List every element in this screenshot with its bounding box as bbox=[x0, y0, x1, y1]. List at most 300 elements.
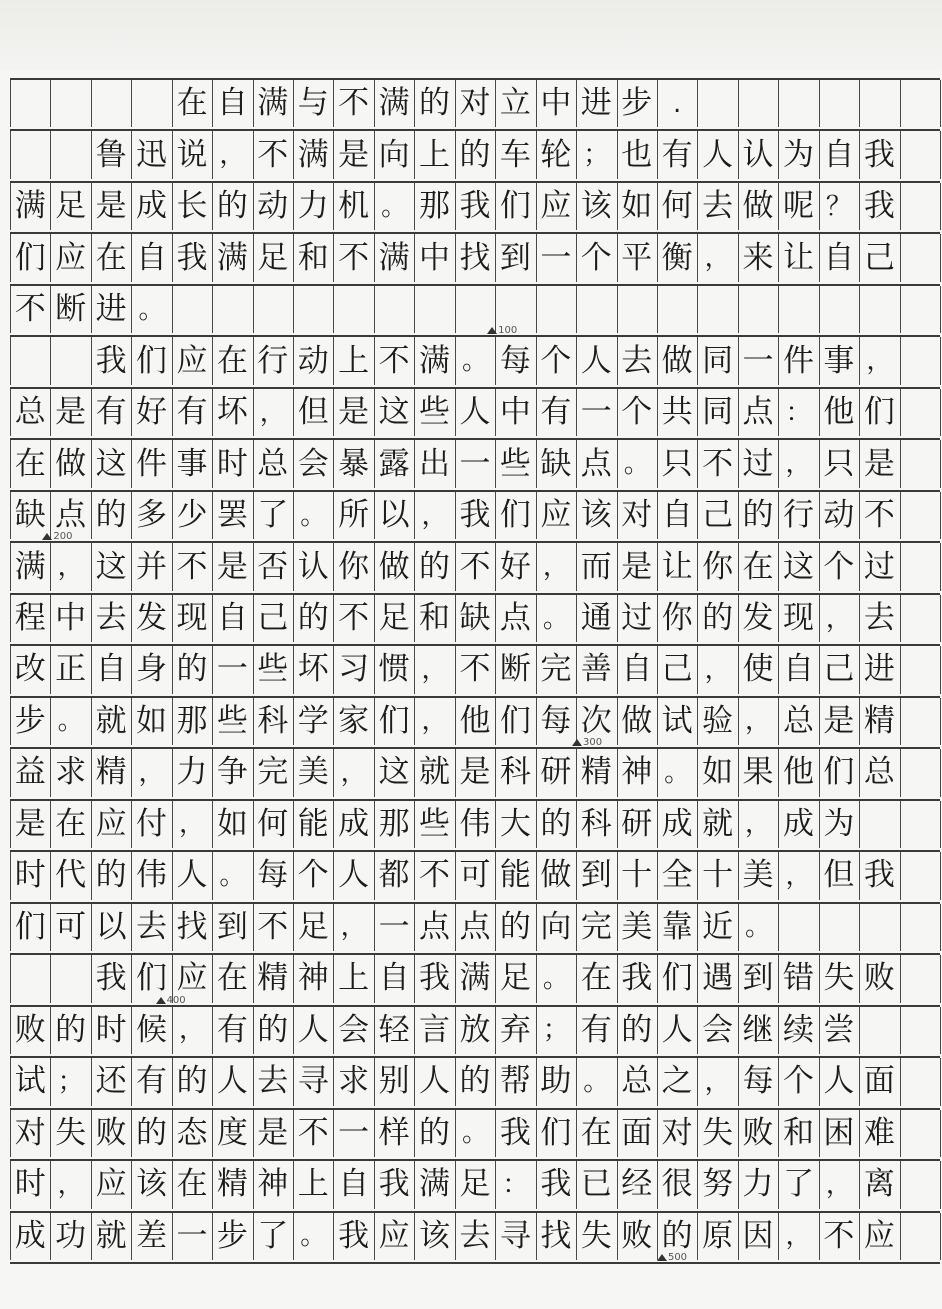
essay-char: 时 bbox=[14, 1166, 46, 1203]
essay-char: 放 bbox=[459, 1011, 491, 1048]
essay-char: 身 bbox=[136, 651, 167, 688]
essay-char: 出 bbox=[419, 445, 451, 482]
essay-char: 对 bbox=[14, 1114, 46, 1151]
essay-line bbox=[10, 182, 940, 231]
essay-char: 。 bbox=[664, 757, 691, 788]
essay-char: 成 bbox=[661, 805, 693, 842]
essay-char: 就 bbox=[95, 702, 127, 739]
essay-char: 人 bbox=[823, 1063, 855, 1100]
essay-char: 己 bbox=[661, 651, 693, 688]
essay-char: 。 bbox=[57, 706, 84, 737]
essay-char: 努 bbox=[702, 1166, 734, 1203]
essay-char: 家 bbox=[338, 702, 370, 739]
essay-line bbox=[10, 954, 940, 1003]
essay-char: 满 bbox=[419, 1166, 451, 1203]
essay-char: 找 bbox=[176, 908, 208, 945]
essay-char: 我 bbox=[95, 342, 127, 379]
essay-char: 的 bbox=[499, 908, 531, 945]
essay-char: 就 bbox=[95, 1217, 127, 1254]
essay-char: 去 bbox=[621, 342, 653, 379]
essay-char: 是 bbox=[14, 805, 46, 842]
essay-char: 善 bbox=[580, 651, 612, 688]
essay-char: ， bbox=[340, 912, 367, 943]
essay-char: 我 bbox=[378, 1166, 410, 1203]
essay-char: 只 bbox=[823, 445, 855, 482]
essay-char: 总 bbox=[782, 702, 814, 739]
essay-char: 。 bbox=[583, 1066, 610, 1097]
essay-char: 困 bbox=[823, 1114, 855, 1151]
essay-char: 的 bbox=[136, 1114, 167, 1151]
essay-char: 自 bbox=[95, 651, 127, 688]
essay-char: 何 bbox=[257, 805, 289, 842]
essay-char: 他 bbox=[823, 394, 855, 431]
essay-char: 科 bbox=[257, 702, 289, 739]
essay-char: 可 bbox=[459, 857, 491, 894]
essay-char: 去 bbox=[257, 1063, 289, 1100]
essay-char: 不 bbox=[297, 1114, 329, 1151]
essay-line bbox=[10, 594, 940, 643]
essay-char: 代 bbox=[55, 857, 87, 894]
essay-char: 近 bbox=[702, 908, 734, 945]
essay-line bbox=[10, 903, 940, 952]
essay-char: 足 bbox=[459, 1166, 491, 1203]
essay-char: 去 bbox=[459, 1217, 491, 1254]
essay-char: 他 bbox=[459, 702, 491, 739]
essay-char: 在 bbox=[216, 960, 248, 997]
essay-char: 中 bbox=[55, 600, 87, 637]
essay-char: 自 bbox=[136, 239, 167, 276]
essay-char: 求 bbox=[55, 754, 87, 791]
essay-char: 大 bbox=[499, 805, 531, 842]
essay-char bbox=[10, 336, 50, 385]
essay-char: 对 bbox=[459, 85, 491, 122]
essay-char: 满 bbox=[419, 342, 451, 379]
essay-char: 也 bbox=[621, 136, 653, 173]
essay-char: 的 bbox=[540, 805, 572, 842]
essay-char: 每 bbox=[499, 342, 531, 379]
essay-char: 做 bbox=[621, 702, 653, 739]
essay-char: 。 bbox=[542, 603, 569, 634]
essay-char: 。 bbox=[542, 963, 569, 994]
essay-char: 找 bbox=[459, 239, 491, 276]
essay-char: 败 bbox=[14, 1011, 46, 1048]
essay-char: 步 bbox=[216, 1217, 248, 1254]
essay-char: 成 bbox=[14, 1217, 46, 1254]
essay-char: 认 bbox=[742, 136, 774, 173]
essay-char: 。 bbox=[461, 1118, 488, 1149]
essay-char: 点 bbox=[419, 908, 451, 945]
essay-char: 让 bbox=[782, 239, 814, 276]
essay-char: 在 bbox=[55, 805, 87, 842]
essay-char: 现 bbox=[176, 600, 208, 637]
essay-char: 研 bbox=[540, 754, 572, 791]
essay-char: 的 bbox=[176, 1063, 208, 1100]
essay-char: 说 bbox=[176, 136, 208, 173]
count-marker-label: 200 bbox=[53, 531, 73, 543]
essay-char: 上 bbox=[338, 960, 370, 997]
essay-char: 自 bbox=[338, 1166, 370, 1203]
essay-char: 益 bbox=[14, 754, 46, 791]
essay-char: 缺 bbox=[459, 600, 491, 637]
essay-line bbox=[10, 1006, 940, 1055]
essay-char: 事 bbox=[823, 342, 855, 379]
essay-char: 有 bbox=[540, 394, 572, 431]
count-marker-label: 500 bbox=[667, 1252, 688, 1263]
essay-char: 的 bbox=[459, 136, 491, 173]
triangle-icon bbox=[42, 533, 52, 540]
grid-cell-line bbox=[940, 183, 941, 230]
triangle-icon bbox=[487, 327, 497, 334]
essay-char: 该 bbox=[580, 188, 612, 225]
essay-char: 面 bbox=[863, 1063, 895, 1100]
essay-char: 个 bbox=[540, 342, 572, 379]
essay-char: ； bbox=[542, 1015, 569, 1046]
essay-char: ， bbox=[57, 552, 84, 583]
essay-line bbox=[10, 1109, 940, 1158]
essay-char: 人 bbox=[419, 1063, 451, 1100]
essay-char: 人 bbox=[216, 1063, 248, 1100]
essay-line bbox=[10, 79, 940, 128]
essay-char: 中 bbox=[419, 239, 451, 276]
essay-char: 们 bbox=[540, 1114, 572, 1151]
essay-char: 为 bbox=[782, 136, 814, 173]
essay-char: 你 bbox=[702, 548, 734, 585]
essay-char: ， bbox=[785, 449, 812, 480]
essay-char: 就 bbox=[702, 805, 734, 842]
essay-char: 过 bbox=[742, 445, 774, 482]
essay-char: 平 bbox=[621, 239, 653, 276]
essay-char: 人 bbox=[580, 342, 612, 379]
essay-char: 神 bbox=[257, 1166, 289, 1203]
essay-char bbox=[50, 954, 90, 1003]
essay-char: 人 bbox=[661, 1011, 693, 1048]
essay-char: 我 bbox=[176, 239, 208, 276]
essay-char: 次 bbox=[580, 702, 612, 739]
essay-char: ？ bbox=[825, 191, 852, 222]
essay-char: 的 bbox=[95, 857, 127, 894]
grid-cell-line bbox=[940, 492, 941, 539]
essay-char: 动 bbox=[823, 497, 855, 534]
essay-char: 自 bbox=[661, 497, 693, 534]
essay-char: 差 bbox=[136, 1217, 167, 1254]
essay-char: 言 bbox=[419, 1011, 451, 1048]
essay-char: 步 bbox=[14, 702, 46, 739]
essay-char: 如 bbox=[136, 702, 167, 739]
essay-char: 那 bbox=[176, 702, 208, 739]
essay-char: 但 bbox=[297, 394, 329, 431]
essay-char: 有 bbox=[136, 1063, 167, 1100]
essay-char: 该 bbox=[580, 497, 612, 534]
essay-char: 尝 bbox=[823, 1011, 855, 1048]
essay-char: 验 bbox=[702, 702, 734, 739]
essay-char: 一 bbox=[540, 239, 572, 276]
essay-char: 去 bbox=[702, 188, 734, 225]
essay-char: 进 bbox=[95, 291, 127, 328]
essay-char: 会 bbox=[297, 445, 329, 482]
essay-char: 对 bbox=[621, 497, 653, 534]
essay-char: 我 bbox=[459, 497, 491, 534]
essay-char: ： bbox=[502, 1169, 529, 1200]
essay-char: 些 bbox=[216, 702, 248, 739]
grid-cell-line bbox=[940, 131, 941, 178]
essay-char: 应 bbox=[95, 805, 127, 842]
essay-char: 们 bbox=[823, 754, 855, 791]
essay-char: 们 bbox=[136, 342, 167, 379]
essay-char: 中 bbox=[540, 85, 572, 122]
essay-char: 。 bbox=[300, 1221, 327, 1252]
essay-char: 美 bbox=[297, 754, 329, 791]
essay-char: 完 bbox=[580, 908, 612, 945]
count-marker-label: 100 bbox=[498, 325, 518, 337]
essay-char: 美 bbox=[621, 908, 653, 945]
essay-char: 你 bbox=[338, 548, 370, 585]
essay-char: 是 bbox=[257, 1114, 289, 1151]
essay-char: 上 bbox=[297, 1166, 329, 1203]
essay-char: 是 bbox=[95, 188, 127, 225]
triangle-icon bbox=[156, 997, 166, 1004]
essay-char: 足 bbox=[378, 600, 410, 637]
essay-char: 件 bbox=[136, 445, 167, 482]
essay-char: 有 bbox=[95, 394, 127, 431]
essay-char: 们 bbox=[136, 960, 167, 997]
essay-char: ， bbox=[704, 243, 731, 274]
grid-cell-line bbox=[940, 286, 941, 333]
essay-char: 总 bbox=[621, 1063, 653, 1100]
essay-char: 是 bbox=[863, 445, 895, 482]
essay-char: 是 bbox=[823, 702, 855, 739]
essay-char: 不 bbox=[823, 1217, 855, 1254]
essay-char: 在 bbox=[580, 1114, 612, 1151]
essay-char: 自 bbox=[621, 651, 653, 688]
essay-char: 人 bbox=[176, 857, 208, 894]
essay-char: ， bbox=[421, 500, 448, 531]
essay-char: 点 bbox=[55, 497, 87, 534]
essay-char: 在 bbox=[176, 85, 208, 122]
essay-char: 满 bbox=[378, 239, 410, 276]
essay-char: 人 bbox=[459, 394, 491, 431]
essay-char: 你 bbox=[661, 600, 693, 637]
count-marker bbox=[42, 532, 72, 542]
essay-char: 每 bbox=[742, 1063, 774, 1100]
essay-char: 应 bbox=[540, 497, 572, 534]
essay-char: 来 bbox=[742, 239, 774, 276]
essay-char: 应 bbox=[540, 188, 572, 225]
essay-char: 步 bbox=[621, 85, 653, 122]
essay-line bbox=[10, 439, 940, 488]
essay-char: 个 bbox=[297, 857, 329, 894]
essay-char: 会 bbox=[702, 1011, 734, 1048]
essay-char: 度 bbox=[216, 1114, 248, 1151]
essay-char: 应 bbox=[378, 1217, 410, 1254]
essay-char: 们 bbox=[499, 188, 531, 225]
essay-char: 不 bbox=[702, 445, 734, 482]
essay-char: ， bbox=[785, 1221, 812, 1252]
essay-char: ， bbox=[745, 706, 772, 737]
essay-char: 呢 bbox=[782, 188, 814, 225]
essay-char: 好 bbox=[136, 394, 167, 431]
essay-char: ， bbox=[178, 809, 205, 840]
essay-char: 原 bbox=[702, 1217, 734, 1254]
essay-char: 缺 bbox=[14, 497, 46, 534]
essay-char: 研 bbox=[621, 805, 653, 842]
essay-char: 那 bbox=[378, 805, 410, 842]
essay-char: 己 bbox=[702, 497, 734, 534]
essay-char: 行 bbox=[782, 497, 814, 534]
essay-char: 满 bbox=[257, 85, 289, 122]
essay-char: 失 bbox=[55, 1114, 87, 1151]
essay-char: 精 bbox=[216, 1166, 248, 1203]
essay-char: 了 bbox=[782, 1166, 814, 1203]
essay-char: 就 bbox=[419, 754, 451, 791]
essay-char: 所 bbox=[338, 497, 370, 534]
essay-char: 足 bbox=[499, 960, 531, 997]
essay-char: 。 bbox=[300, 500, 327, 531]
essay-char: 人 bbox=[297, 1011, 329, 1048]
essay-char: 好 bbox=[499, 548, 531, 585]
essay-char: 一 bbox=[216, 651, 248, 688]
essay-char: 我 bbox=[540, 1166, 572, 1203]
essay-char: 在 bbox=[176, 1166, 208, 1203]
essay-char: 如 bbox=[216, 805, 248, 842]
essay-char: 满 bbox=[14, 188, 46, 225]
essay-char: 点 bbox=[459, 908, 491, 945]
essay-char: 在 bbox=[95, 239, 127, 276]
essay-char: 满 bbox=[14, 548, 46, 585]
essay-char: 能 bbox=[499, 857, 531, 894]
essay-line bbox=[10, 388, 940, 437]
essay-char: 足 bbox=[55, 188, 87, 225]
essay-char: 的 bbox=[702, 600, 734, 637]
essay-char: 帮 bbox=[499, 1063, 531, 1100]
essay-char: 以 bbox=[378, 497, 410, 534]
essay-char: 不 bbox=[257, 908, 289, 945]
essay-char: 一 bbox=[378, 908, 410, 945]
essay-char: ， bbox=[785, 860, 812, 891]
essay-char: 成 bbox=[136, 188, 167, 225]
essay-char: 暴 bbox=[338, 445, 370, 482]
essay-char: 每 bbox=[540, 702, 572, 739]
essay-char: 的 bbox=[297, 600, 329, 637]
essay-char: 进 bbox=[863, 651, 895, 688]
essay-char: 。 bbox=[381, 191, 408, 222]
essay-char: ， bbox=[421, 706, 448, 737]
essay-char: 果 bbox=[742, 754, 774, 791]
essay-char: 这 bbox=[378, 754, 410, 791]
essay-line bbox=[10, 336, 940, 385]
essay-char: 满 bbox=[378, 85, 410, 122]
essay-char bbox=[10, 954, 50, 1003]
essay-char: 如 bbox=[621, 188, 653, 225]
essay-char: 人 bbox=[702, 136, 734, 173]
essay-char: 上 bbox=[338, 342, 370, 379]
essay-char: 长 bbox=[176, 188, 208, 225]
essay-char: ， bbox=[138, 757, 165, 788]
count-marker bbox=[572, 738, 602, 748]
grid-cell-line bbox=[940, 337, 941, 384]
essay-char: 自 bbox=[378, 960, 410, 997]
essay-char: ， bbox=[704, 1066, 731, 1097]
essay-char: 点 bbox=[742, 394, 774, 431]
essay-char: 成 bbox=[338, 805, 370, 842]
essay-char: 使 bbox=[742, 651, 774, 688]
essay-char bbox=[10, 79, 50, 128]
essay-char: 点 bbox=[580, 445, 612, 482]
essay-char: 离 bbox=[863, 1166, 895, 1203]
essay-char: 之 bbox=[661, 1063, 693, 1100]
grid-cell-line bbox=[940, 698, 941, 745]
essay-line bbox=[10, 697, 940, 749]
essay-line bbox=[10, 1160, 940, 1209]
essay-char: 个 bbox=[782, 1063, 814, 1100]
essay-char: 到 bbox=[216, 908, 248, 945]
essay-char: 的 bbox=[95, 497, 127, 534]
essay-char: 成 bbox=[782, 805, 814, 842]
essay-char: 精 bbox=[580, 754, 612, 791]
essay-char: 不 bbox=[338, 85, 370, 122]
essay-char: 是 bbox=[55, 394, 87, 431]
essay-char: 我 bbox=[499, 1114, 531, 1151]
essay-char: 满 bbox=[297, 136, 329, 173]
essay-char: 面 bbox=[621, 1114, 653, 1151]
essay-char: . bbox=[673, 88, 682, 119]
essay-char: 些 bbox=[419, 394, 451, 431]
essay-char: 一 bbox=[176, 1217, 208, 1254]
essay-char: 这 bbox=[95, 445, 127, 482]
essay-char: 不 bbox=[419, 857, 451, 894]
essay-char: 那 bbox=[419, 188, 451, 225]
grid-cell-line bbox=[940, 234, 941, 281]
essay-char: 我 bbox=[95, 960, 127, 997]
essay-char: 是 bbox=[459, 754, 491, 791]
essay-char: 。 bbox=[138, 294, 165, 325]
essay-char: 力 bbox=[176, 754, 208, 791]
essay-char: 的 bbox=[216, 188, 248, 225]
count-marker bbox=[657, 1253, 687, 1263]
essay-char: 足 bbox=[297, 908, 329, 945]
essay-char: 遇 bbox=[702, 960, 734, 997]
essay-char: 能 bbox=[297, 805, 329, 842]
essay-char: 自 bbox=[782, 651, 814, 688]
essay-char: 已 bbox=[580, 1166, 612, 1203]
grid-cell-line bbox=[940, 749, 941, 796]
grid-cell-line bbox=[940, 852, 941, 899]
essay-char: 科 bbox=[499, 754, 531, 791]
essay-line bbox=[10, 851, 940, 900]
essay-char: 中 bbox=[499, 394, 531, 431]
essay-char: 寻 bbox=[297, 1063, 329, 1100]
essay-char: 向 bbox=[540, 908, 572, 945]
grid-cell-line bbox=[940, 389, 941, 436]
essay-char: 不 bbox=[459, 548, 491, 585]
essay-char: 神 bbox=[621, 754, 653, 791]
essay-line bbox=[10, 800, 940, 849]
essay-char: 点 bbox=[499, 600, 531, 637]
essay-char: 我 bbox=[863, 188, 895, 225]
essay-char: 行 bbox=[257, 342, 289, 379]
essay-char: 不 bbox=[338, 239, 370, 276]
essay-char: 向 bbox=[378, 136, 410, 173]
essay-char: 应 bbox=[176, 960, 208, 997]
essay-char: ， bbox=[542, 552, 569, 583]
essay-char: 己 bbox=[863, 239, 895, 276]
essay-char: 失 bbox=[702, 1114, 734, 1151]
essay-char: 很 bbox=[661, 1166, 693, 1203]
essay-char: 动 bbox=[257, 188, 289, 225]
essay-char bbox=[50, 79, 90, 128]
essay-char: ， bbox=[340, 757, 367, 788]
count-marker bbox=[156, 996, 186, 1006]
essay-char: 些 bbox=[499, 445, 531, 482]
